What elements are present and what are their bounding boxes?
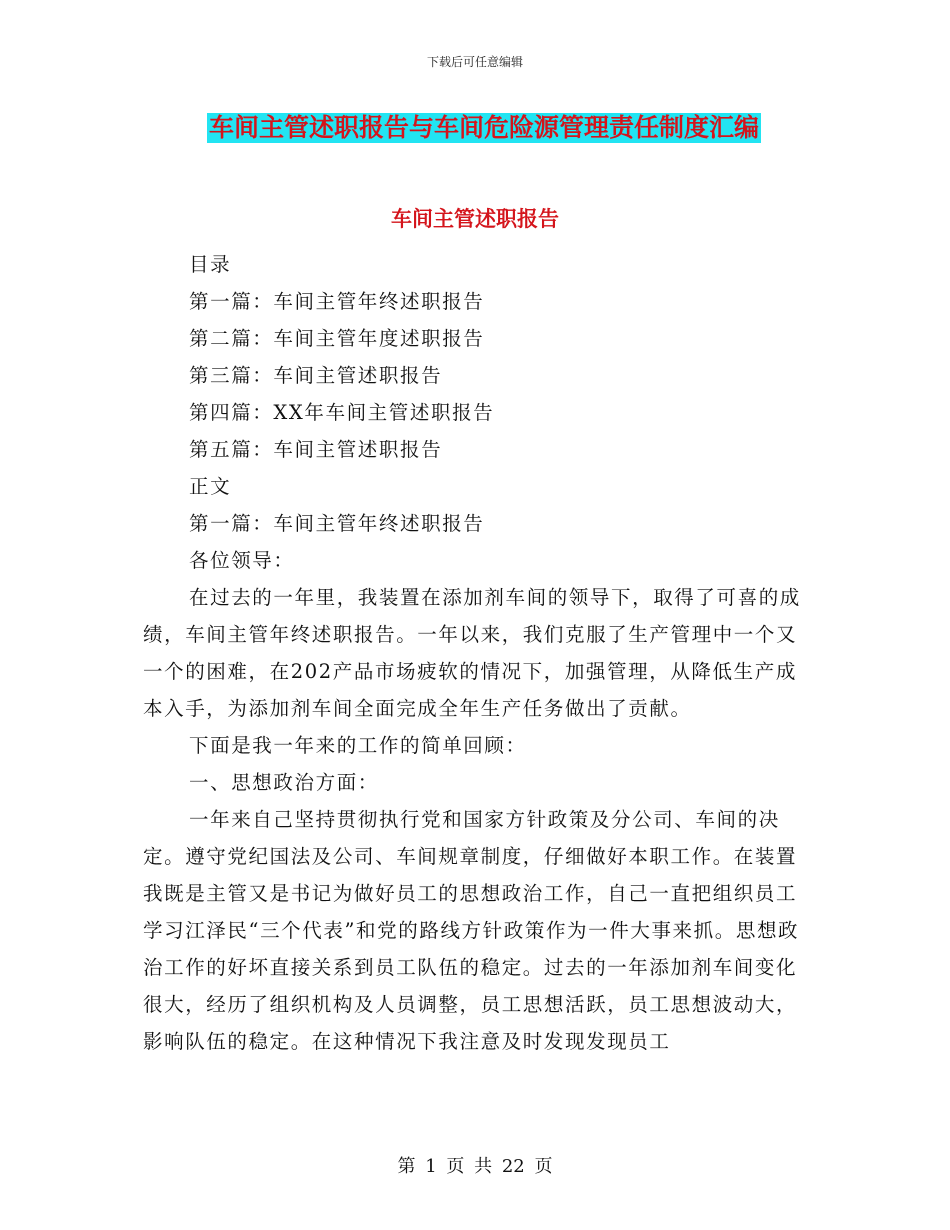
chapter-title: 第一篇：车间主管年终述职报告: [189, 512, 485, 535]
body-heading: 正文: [189, 475, 232, 498]
body-paragraph: 下面是我一年来的工作的简单回顾：: [189, 734, 527, 757]
body-paragraph: 在过去的一年里，我装置在添加剂车间的领导下，取得了可喜的成绩，车间主管年终述职报告。一年以来，我们克服了生产管理中一个又一个的困难，在202产品市场疲软的情况下，加强管理，从降低生产成本入手，为添加剂车间全面完成全年生产任务做出了贡献。: [143, 586, 801, 720]
document-body: [143, 246, 807, 1060]
body-paragraph: 一年来自己坚持贯彻执行党和国家方针政策及分公司、车间的决定。遵守党纪国法及公司、车间规章制度，仔细做好本职工作。在装置我既是主管又是书记为做好员工的思想政治工作，自己一直把组织员工学习江泽民“三个代表”和党的路线方针政策作为一件大事来抓。思想政治工作的好坏直接关系到员工队伍的稳定。过去的一年添加剂车间变化很大，经历了组织机构及人员调整，员工思想活跃，员工思想波动大，影响队伍的稳定。在这种情况下我注意及时发现发现员工: [143, 808, 800, 1053]
salutation: 各位领导：: [189, 549, 295, 572]
toc-item-2: 第二篇：车间主管年度述职报告: [189, 327, 485, 350]
toc-item-4: 第四篇：XX年车间主管述职报告: [189, 401, 495, 424]
toc-item-3: 第三篇：车间主管述职报告: [189, 364, 443, 387]
page-number-footer: 第 1 页 共 22 页: [397, 1156, 553, 1177]
toc-heading: 目录: [189, 253, 232, 276]
toc-item-1: 第一篇：车间主管年终述职报告: [189, 290, 485, 313]
header-note: 下载后可任意编辑: [426, 55, 523, 69]
section-title: 车间主管述职报告: [391, 206, 559, 231]
toc-item-5: 第五篇：车间主管述职报告: [189, 438, 443, 461]
document-main-title: 车间主管述职报告与车间危险源管理责任制度汇编: [209, 113, 760, 142]
section-heading: 一、思想政治方面：: [189, 771, 379, 794]
